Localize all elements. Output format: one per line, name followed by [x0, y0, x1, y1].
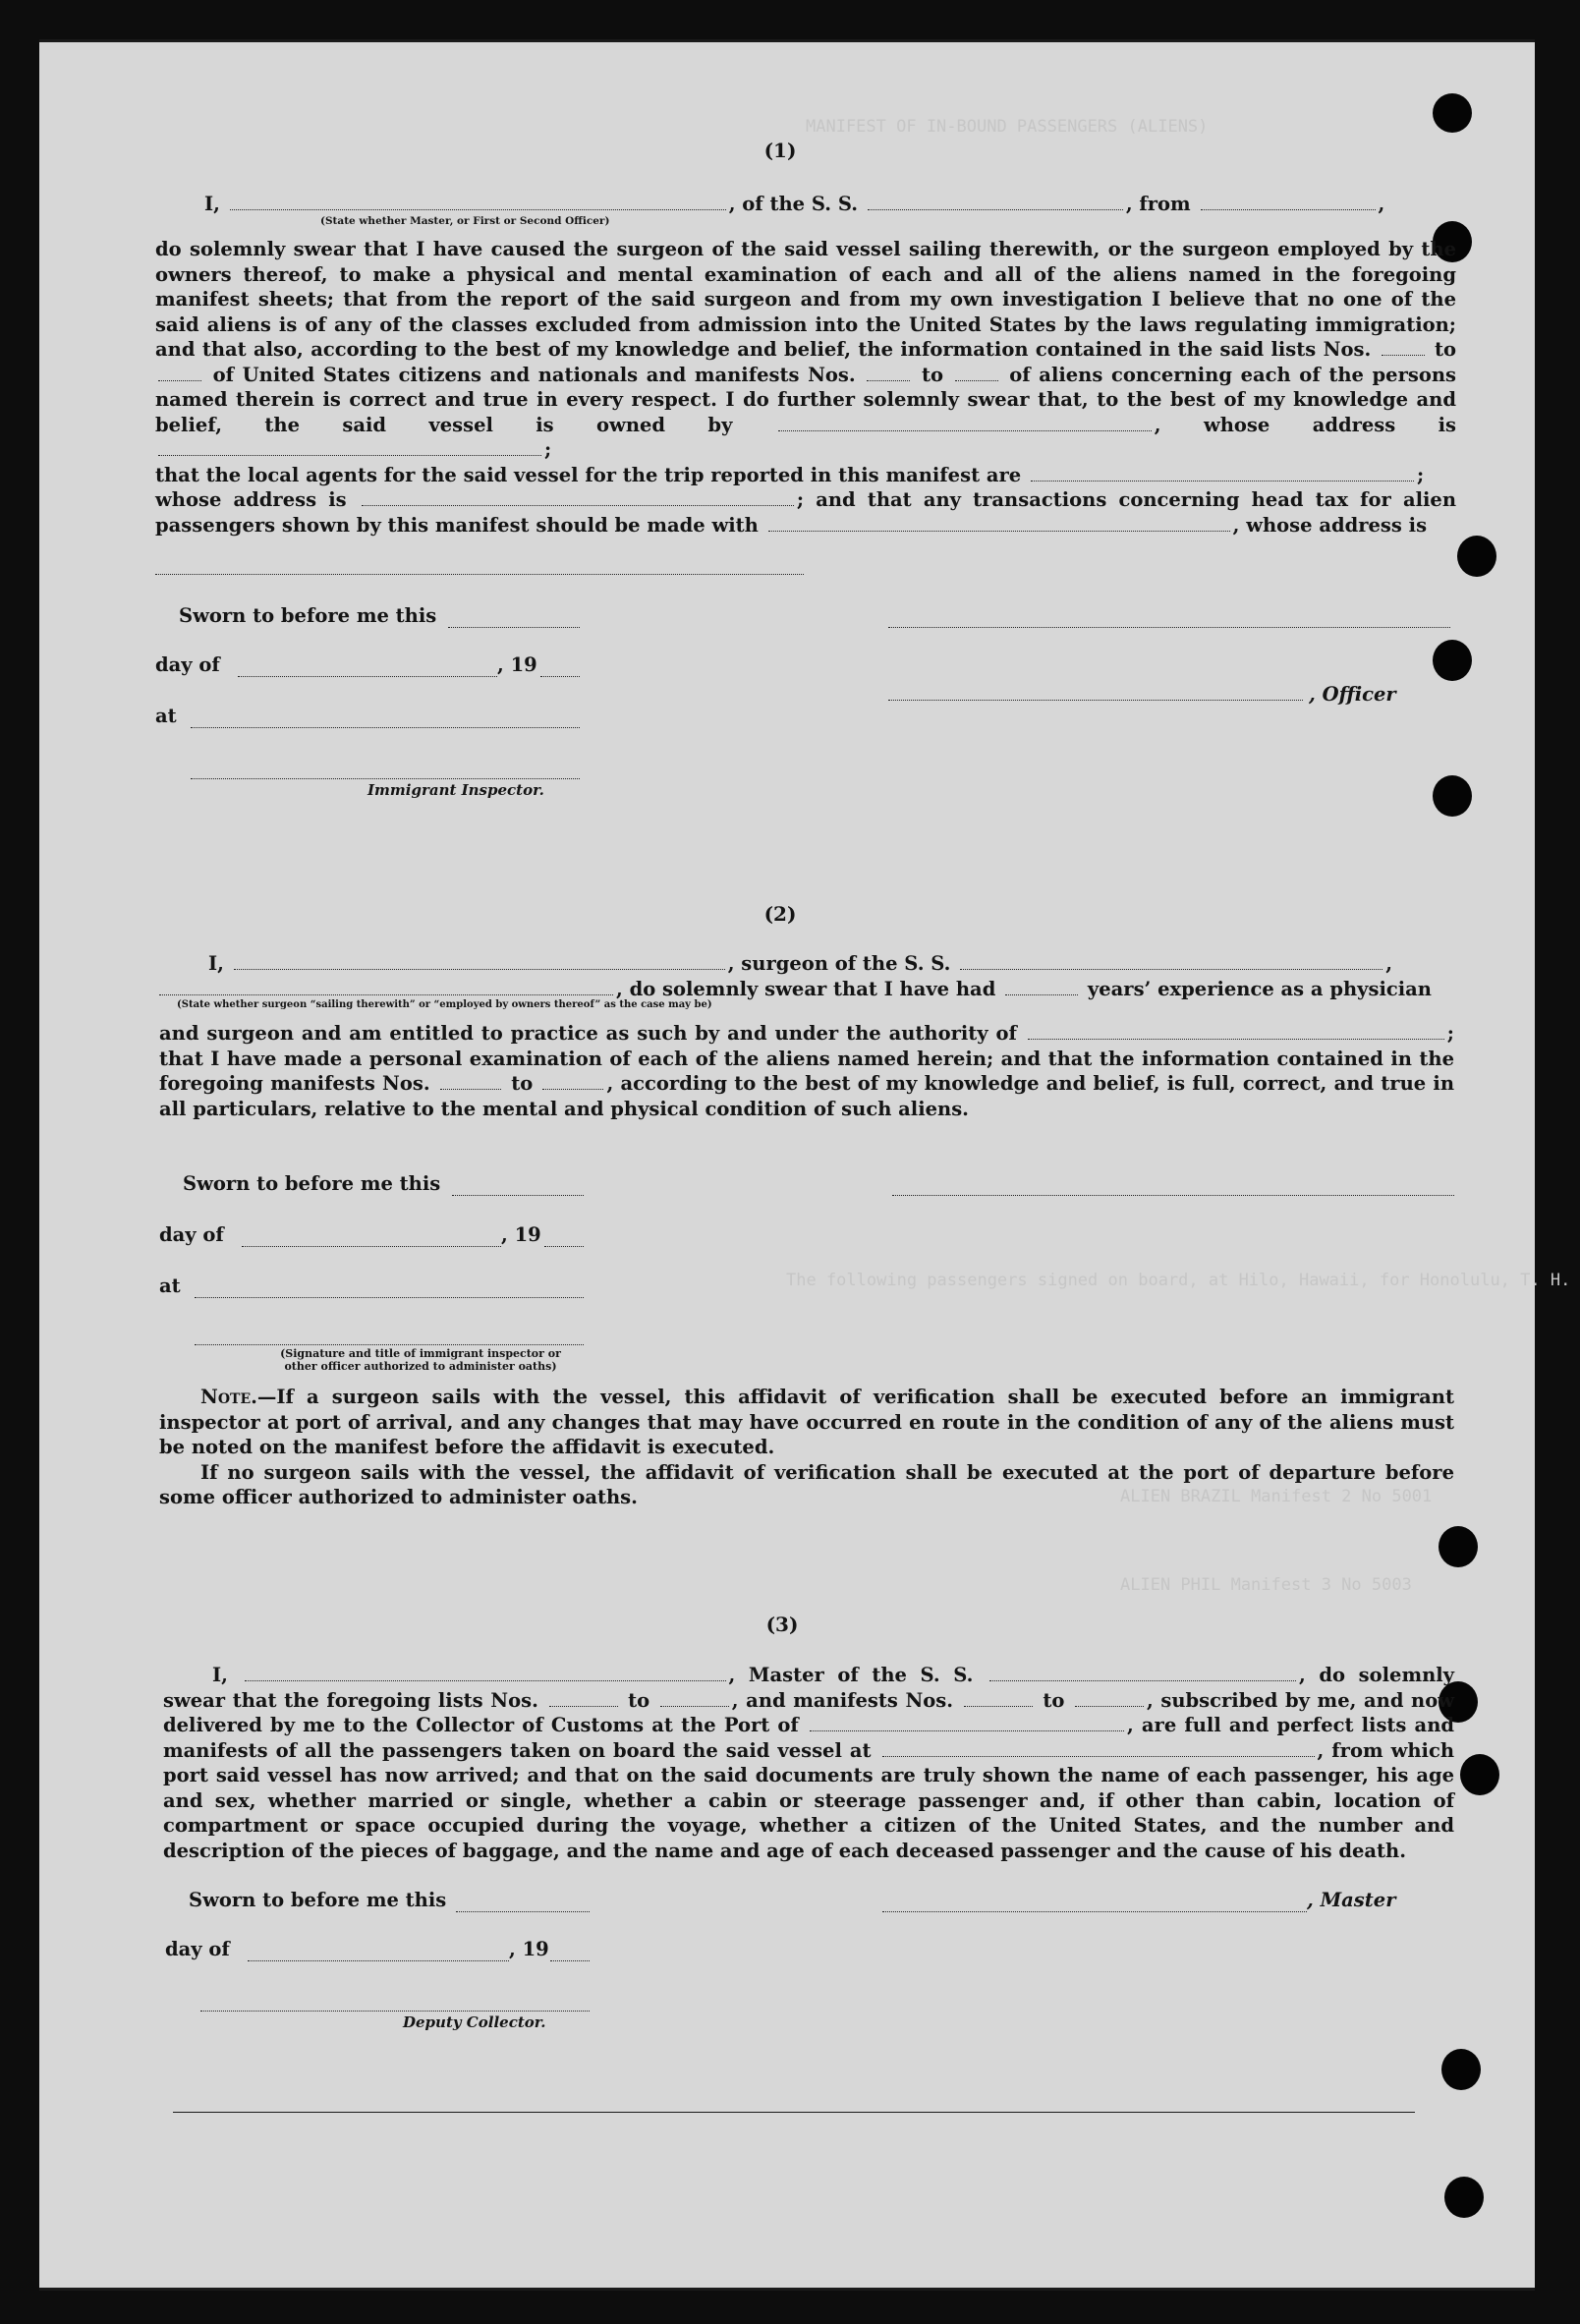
surgeon-name-field[interactable] [234, 968, 725, 970]
label-of-the-ss: , of the S. S. [728, 193, 859, 215]
lists-from-field[interactable] [549, 1705, 618, 1707]
vessel-owner-field[interactable] [778, 429, 1152, 431]
day-of-label: day of [165, 1938, 230, 1960]
day-of-field[interactable] [238, 675, 497, 677]
lists-from-field[interactable] [1382, 354, 1425, 356]
from-which-text: , from which port said vessel has now arrived; and that on the said documents are truly shown the name of each passenger, his age and sex, whether married or single, whether a cabin or steerage passenger and, if other than cabin, location of compartment or space occupied during the voyage, whether a citizen of the United States, and the number and description of the pieces of baggage, and the name and age of each deceased passenger and the cause of his death. [163, 1738, 1455, 1862]
label-to: to [1434, 338, 1456, 361]
label-whose-address: whose address is [155, 488, 347, 511]
manifests-to-field[interactable] [1075, 1705, 1144, 1707]
manifests-from-field[interactable] [964, 1705, 1033, 1707]
deputy-collector-signature-field[interactable] [200, 2010, 590, 2012]
officer-label [1309, 683, 1396, 706]
section-2-first-line: I, , surgeon of the S. S. , [208, 952, 1393, 975]
examination-text: that I have made a personal examination of each of the aliens named herein; and that the information contained in the foregoing manifests Nos. [159, 1047, 1454, 1095]
section-2-body: and surgeon and am entitled to practice as such by and under the authority of ; that I have made a personal examination of each of the aliens named herein; and that the information contained in the foregoing manifests Nos. to , according to the best of my knowledge and belief, is full, correct, and true in all particulars, relative to the mental and physical condition of such aliens. [159, 1022, 1455, 1120]
ship-name-field[interactable] [989, 1679, 1296, 1681]
label-surgeon-of: , surgeon of the S. S. [727, 952, 951, 975]
note2-text: If no surgeon sails with the vessel, the affidavit of verification shall be executed at the port of departure before some officer authorized to administer oaths. [159, 1460, 1454, 1508]
officer-text: , Officer [1309, 683, 1396, 706]
section-1-first-line: I, , of the S. S. , from , [204, 193, 1385, 215]
sworn-date-field[interactable] [452, 1194, 584, 1196]
sworn-label: Sworn to before me this [189, 1889, 447, 1911]
do-solemnly-text: , do solemnly [1299, 1664, 1454, 1686]
lists-to-field[interactable] [660, 1705, 729, 1707]
owner-address-field[interactable] [158, 454, 541, 456]
manifests-to-field[interactable] [542, 1088, 603, 1090]
surgeon-status-caption: (State whether surgeon “sailing therewith” or “employed by owners thereof” as the case may be) [177, 999, 712, 1010]
at-field[interactable] [195, 1296, 584, 1298]
label-to: to [511, 1072, 534, 1095]
label-to: to [921, 363, 943, 386]
master-label [1307, 1889, 1395, 1911]
manifests-from-field[interactable] [440, 1088, 501, 1090]
officer-signature-field[interactable] [888, 626, 1450, 628]
head-tax-contact-field[interactable] [768, 530, 1230, 532]
master-signature-field[interactable] [882, 1910, 1307, 1912]
section-1-body: do solemnly swear that I have caused the surgeon of the said vessel sailing therewith, or the surgeon employed by the owners thereof, to make a physical and mental examination of each and all of the aliens named in the foregoing manifest sheets; that from the report of the said surgeon and from my own investigation I believe that no one of the said aliens is of any of the classes excluded from admission into the United States by the laws regulating immigration; and that also, according to the best of my knowledge and belief, the information contained in the said lists Nos. to of United States citizens and nationals and manifests Nos. to of aliens concerning each of the persons named therein is correct and true in every respect. I do further solemnly swear that, to the best of my knowledge and belief, the said vessel is owned by , whose address is ; that the local agents for the said vessel for the trip reported in this manifest are ; whose address is ; and that any transactions concerning head tax for alien passengers shown by this manifest should be made with , whose address is [155, 238, 1457, 537]
officer-title-field[interactable] [888, 699, 1303, 701]
years-text: years’ experience as a physician [1087, 978, 1432, 1000]
us-citizens-text: of United States citizens and nationals and manifests Nos. [212, 363, 856, 386]
and-surgeon-text: and surgeon and am entitled to practice as such by and under the authority of [159, 1022, 1017, 1045]
lists-to-field[interactable] [158, 379, 201, 381]
port-field[interactable] [810, 1729, 1124, 1731]
at-label: at [155, 705, 177, 727]
local-agents-text: that the local agents for the said vessel for the trip reported in this manifest are [155, 463, 1022, 486]
are-full-text: , are full and perfect lists and manifests of all the passengers taken on board the said vessel at [163, 1714, 1455, 1762]
day-of-label: day of [155, 653, 220, 676]
master-text: , Master [1307, 1889, 1396, 1911]
inspector-signature-field[interactable] [191, 777, 580, 779]
binder-hole [1441, 2049, 1481, 2090]
section-2-heading: (2) [763, 902, 797, 926]
year-label: , 19 [497, 653, 537, 676]
label-whose-address: , whose address is [1154, 413, 1457, 436]
sworn-date-field[interactable] [448, 626, 580, 628]
and-manifests-text: , and manifests Nos. [731, 1688, 954, 1712]
from-port-field[interactable] [1201, 208, 1376, 210]
binder-hole [1433, 640, 1472, 681]
ship-name-field[interactable] [868, 208, 1123, 210]
note-label: Note. [200, 1386, 257, 1408]
bleed-through-text: ALIEN BRAZIL Manifest 2 No 5001 [1120, 1487, 1433, 1506]
section-1-heading: (1) [763, 139, 797, 162]
label-i: I, [208, 952, 224, 975]
surgeon-status-field[interactable] [159, 993, 613, 995]
year-label: , 19 [509, 1938, 549, 1960]
signature-field[interactable] [892, 1194, 1454, 1196]
immigrant-inspector-caption: Immigrant Inspector. [367, 781, 544, 799]
manifests-from-field[interactable] [867, 379, 910, 381]
note-text: —If a surgeon sails with the vessel, this affidavit of verification shall be executed before an immigrant inspector at port of arrival, and any changes that may have occurred en route in the condition of any of the aliens must be noted on the manifest before the affidavit is executed. [159, 1386, 1454, 1458]
manifests-to-field[interactable] [955, 379, 998, 381]
label-to: to [628, 1688, 650, 1712]
swear-that-text: swear that the foregoing lists Nos. [163, 1688, 538, 1712]
label-to: to [1043, 1688, 1065, 1712]
at-label: at [159, 1275, 181, 1297]
at-field[interactable] [191, 726, 580, 728]
year-field[interactable] [540, 675, 580, 677]
label-i: I, [204, 193, 220, 215]
binder-hole [1439, 1526, 1478, 1567]
oath-text: do solemnly swear that I have caused the surgeon of the said vessel sailing therewith, or the surgeon employed by the owners thereof, to make a physical and mental examination of each and all of the aliens named in the foregoing manifest sheets; that from the report of the said surgeon and from my own investigation I believe that no one of the said aliens is of any of the classes excluded from admission into the United States by the laws regulating immigration; and that also, according to the best of my knowledge and belief, the information contained in the said lists Nos. [155, 238, 1456, 361]
day-of-label: day of [159, 1223, 224, 1246]
year-field[interactable] [544, 1245, 584, 1247]
head-tax-address-field[interactable] [155, 573, 804, 575]
day-of-field[interactable] [248, 1959, 509, 1961]
state-whether-officer-caption: (State whether Master, or First or Second Officer) [320, 215, 610, 227]
binder-hole [1444, 2177, 1484, 2218]
section-3-body [163, 1663, 1454, 1863]
sworn-label: Sworn to before me this [179, 604, 437, 627]
label-master-of: , Master of the S. S. [728, 1664, 974, 1686]
label-from: , from [1125, 193, 1191, 215]
binder-hole [1457, 536, 1496, 577]
subscribed-text: , subscribed by me, and now delivered by me to the Collector of Customs at the Port of [163, 1688, 1455, 1736]
binder-hole [1433, 775, 1472, 817]
caption-line: (Signature and title of immigrant inspector or [280, 1347, 561, 1360]
authority-field[interactable] [1028, 1038, 1444, 1040]
master-name-field[interactable] [245, 1679, 726, 1681]
agents-address-field[interactable] [362, 504, 794, 506]
sworn-date-field[interactable] [456, 1910, 590, 1912]
body-end-text: , according to the best of my knowledge and belief, is full, correct, and true in all particulars, relative to the mental and physical condition of such aliens. [159, 1072, 1455, 1120]
binder-hole [1433, 93, 1472, 133]
local-agents-field[interactable] [1031, 480, 1414, 482]
bottom-rule [173, 2112, 1415, 2113]
year-label: , 19 [501, 1223, 541, 1246]
ship-name-field[interactable] [960, 968, 1382, 970]
label-whose-address: , whose address is [1232, 513, 1428, 537]
binder-hole [1460, 1754, 1499, 1795]
do-solemnly-text: , do solemnly swear that I have had [616, 978, 996, 1000]
bleed-through-text: MANIFEST OF IN-BOUND PASSENGERS (ALIENS) [806, 117, 1209, 137]
embark-port-field[interactable] [882, 1755, 1315, 1757]
day-of-field[interactable] [242, 1245, 501, 1247]
label-i: I, [212, 1664, 228, 1686]
document-page [39, 39, 1571, 2291]
year-field[interactable] [550, 1959, 590, 1961]
note-block [159, 1385, 1454, 1510]
inspector-signature-field[interactable] [195, 1343, 584, 1345]
deputy-collector-caption: Deputy Collector. [403, 2013, 546, 2031]
head-tax-text: ; and that any transactions concerning head tax for alien passengers shown by this manifest should be made with [155, 488, 1456, 537]
of-aliens-text: of aliens concerning each of the persons named therein is correct and true in every respect. I do further solemnly swear that, to the best of my knowledge and belief, the said vessel is owned by [155, 363, 1457, 436]
section-2-second-line [159, 977, 1456, 1002]
bleed-through-text: ALIEN PHIL Manifest 3 No 5003 [1120, 1575, 1412, 1595]
years-field[interactable] [1005, 993, 1078, 995]
section-3-heading: (3) [765, 1613, 799, 1636]
officer-name-field[interactable] [230, 208, 726, 210]
bleed-through-text: The following passengers signed on board, at Hilo, Hawaii, for Honolulu, T. H. [786, 1271, 1571, 1290]
caption-line: other officer authorized to administer oaths) [284, 1360, 557, 1373]
sworn-label: Sworn to before me this [183, 1172, 441, 1195]
signature-title-caption [254, 1347, 588, 1373]
